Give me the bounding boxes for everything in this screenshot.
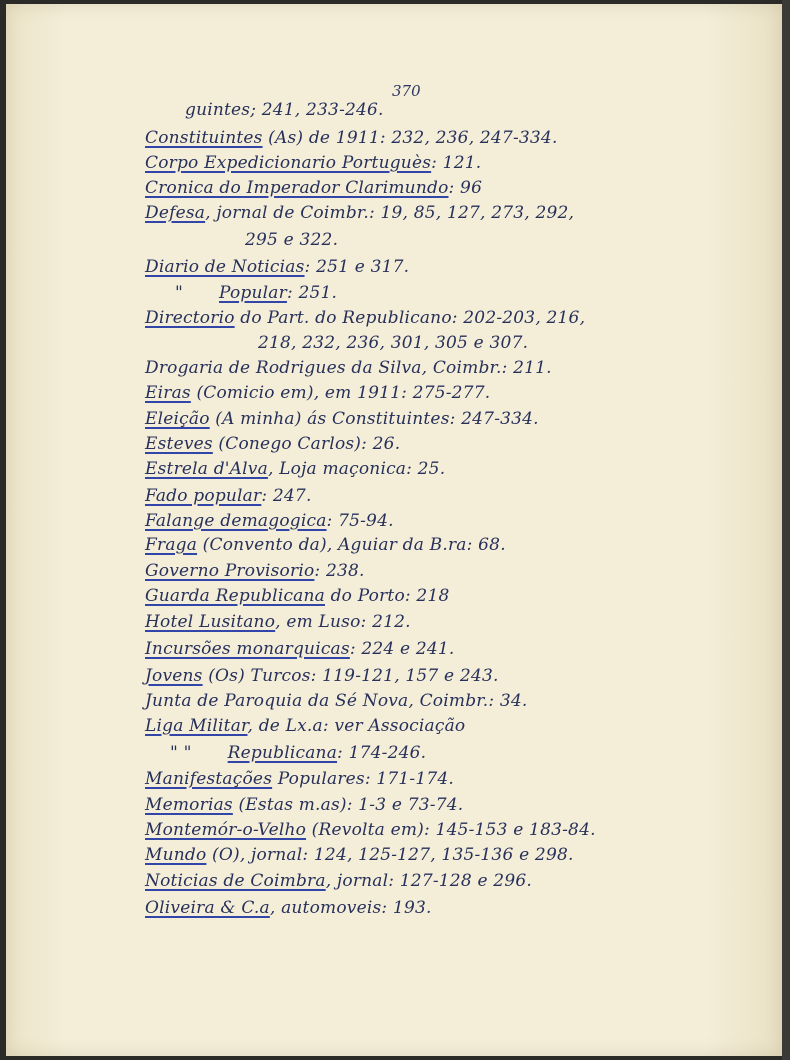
entry-references: Drogaria de Rodrigues da Silva, Coimbr.: 211.: [145, 358, 552, 378]
entry-references: 295 e 322.: [245, 230, 339, 250]
index-entry: [245, 230, 338, 250]
index-entry: [145, 898, 432, 918]
entry-references: do Part. do Republicano: 202-203, 216,: [234, 308, 586, 328]
entry-references: , Loja maçonica: 25.: [267, 459, 446, 479]
entry-term: Constituintes: [145, 128, 263, 148]
entry-references: (Conego Carlos): 26.: [212, 434, 401, 454]
index-entry: [145, 561, 365, 581]
entry-term: Defesa: [145, 203, 206, 223]
index-entry: [145, 511, 394, 531]
entry-term: Governo Provisorio: [145, 561, 315, 581]
entry-term: Directorio: [145, 308, 235, 328]
index-entry: [145, 459, 445, 479]
entry-references: (Comicio em), em 1911: 275-277.: [190, 383, 491, 403]
entry-references: do Porto: 218: [325, 586, 450, 606]
entry-term: Corpo Expedicionario Portuguès: [145, 153, 432, 173]
entry-term: Estrela d'Alva: [145, 459, 268, 479]
entry-term: Popular: [219, 283, 287, 303]
entry-term: Memorias: [145, 795, 233, 815]
entry-references: : 75-94.: [326, 511, 394, 531]
ditto-mark: ": [175, 283, 184, 303]
entry-references: : 174-246.: [337, 743, 427, 763]
index-entry: [145, 128, 558, 148]
page-number: 370: [392, 82, 421, 100]
entry-term: Eiras: [145, 383, 191, 403]
entry-term: Fraga: [145, 535, 198, 555]
entry-references: : 121.: [431, 153, 482, 173]
index-entry: [145, 308, 585, 328]
entry-references: (O), jornal: 124, 125-127, 135-136 e 298.: [206, 845, 574, 865]
entry-references: , automoveis: 193.: [269, 898, 432, 918]
index-entry: [145, 434, 400, 454]
entry-references: : 238.: [314, 561, 365, 581]
entry-term: Mundo: [145, 845, 207, 865]
index-entry: [145, 383, 490, 403]
entry-term: Cronica do Imperador Clarimundo: [145, 178, 449, 198]
index-entry: [185, 100, 384, 120]
entry-term: Jovens: [145, 666, 203, 686]
entry-references: , jornal de Coimbr.: 19, 85, 127, 273, 292,: [205, 203, 575, 223]
index-entry: [175, 283, 337, 303]
entry-references: (Os) Turcos: 119-121, 157 e 243.: [202, 666, 499, 686]
entry-references: : 251.: [286, 283, 338, 303]
index-entry: [145, 178, 482, 198]
entry-references: , em Luso: 212.: [275, 612, 411, 632]
index-entry: [145, 820, 596, 840]
index-entry: [145, 586, 449, 606]
entry-term: Liga Militar: [145, 716, 248, 736]
entry-references: 218, 232, 236, 301, 305 e 307.: [258, 333, 529, 353]
index-entry: [145, 769, 454, 789]
entry-term: Fado popular: [145, 486, 262, 506]
index-entry: [145, 845, 574, 865]
entry-term: Incursões monarquicas: [145, 639, 350, 659]
entry-references: (A minha) ás Constituintes: 247-334.: [209, 409, 539, 429]
entry-references: : 96: [448, 178, 483, 198]
index-entry: [145, 666, 499, 686]
entry-references: (Estas m.as): 1-3 e 73-74.: [232, 795, 464, 815]
index-entry: [145, 871, 532, 891]
entry-term: Oliveira & C.a: [145, 898, 270, 918]
entry-term: Eleição: [145, 409, 210, 429]
index-entry: [145, 691, 528, 711]
ditto-mark: " ": [170, 743, 192, 763]
entry-references: (Convento da), Aguiar da B.ra: 68.: [197, 535, 506, 555]
index-entry: [258, 333, 528, 353]
index-entry: [145, 716, 465, 736]
entry-term: Republicana: [227, 743, 338, 763]
index-entry: [145, 486, 312, 506]
index-entry: [145, 358, 552, 378]
entry-references: : 247.: [261, 486, 312, 506]
index-entry: [145, 153, 481, 173]
entry-term: Montemór-o-Velho: [145, 820, 307, 840]
entry-references: guintes; 241, 233-246.: [185, 100, 384, 120]
index-entry: [145, 203, 574, 223]
index-entry: [145, 639, 455, 659]
entry-references: , de Lx.a: ver Associação: [247, 716, 466, 736]
entry-term: Guarda Republicana: [145, 586, 325, 606]
entry-term: Hotel Lusitano: [145, 612, 276, 632]
index-entry: [145, 409, 539, 429]
index-entry: [145, 612, 411, 632]
entry-references: (Revolta em): 145-153 e 183-84.: [306, 820, 596, 840]
entry-references: , jornal: 127-128 e 296.: [325, 871, 532, 891]
entry-term: Diario de Noticias: [145, 257, 305, 277]
entry-term: Noticias de Coimbra: [145, 871, 326, 891]
entry-term: Esteves: [145, 434, 213, 454]
index-entry: [145, 535, 506, 555]
index-entry: [170, 743, 426, 763]
entry-references: (As) de 1911: 232, 236, 247-334.: [262, 128, 558, 148]
entry-references: Populares: 171-174.: [272, 769, 455, 789]
index-entry: [145, 257, 409, 277]
entry-references: : 251 e 317.: [304, 257, 410, 277]
entry-term: Falange demagogica: [145, 511, 327, 531]
entry-references: Junta de Paroquia da Sé Nova, Coimbr.: 34.: [145, 691, 528, 711]
entry-term: Manifestações: [145, 769, 273, 789]
entry-references: : 224 e 241.: [349, 639, 455, 659]
index-entry: [145, 795, 463, 815]
